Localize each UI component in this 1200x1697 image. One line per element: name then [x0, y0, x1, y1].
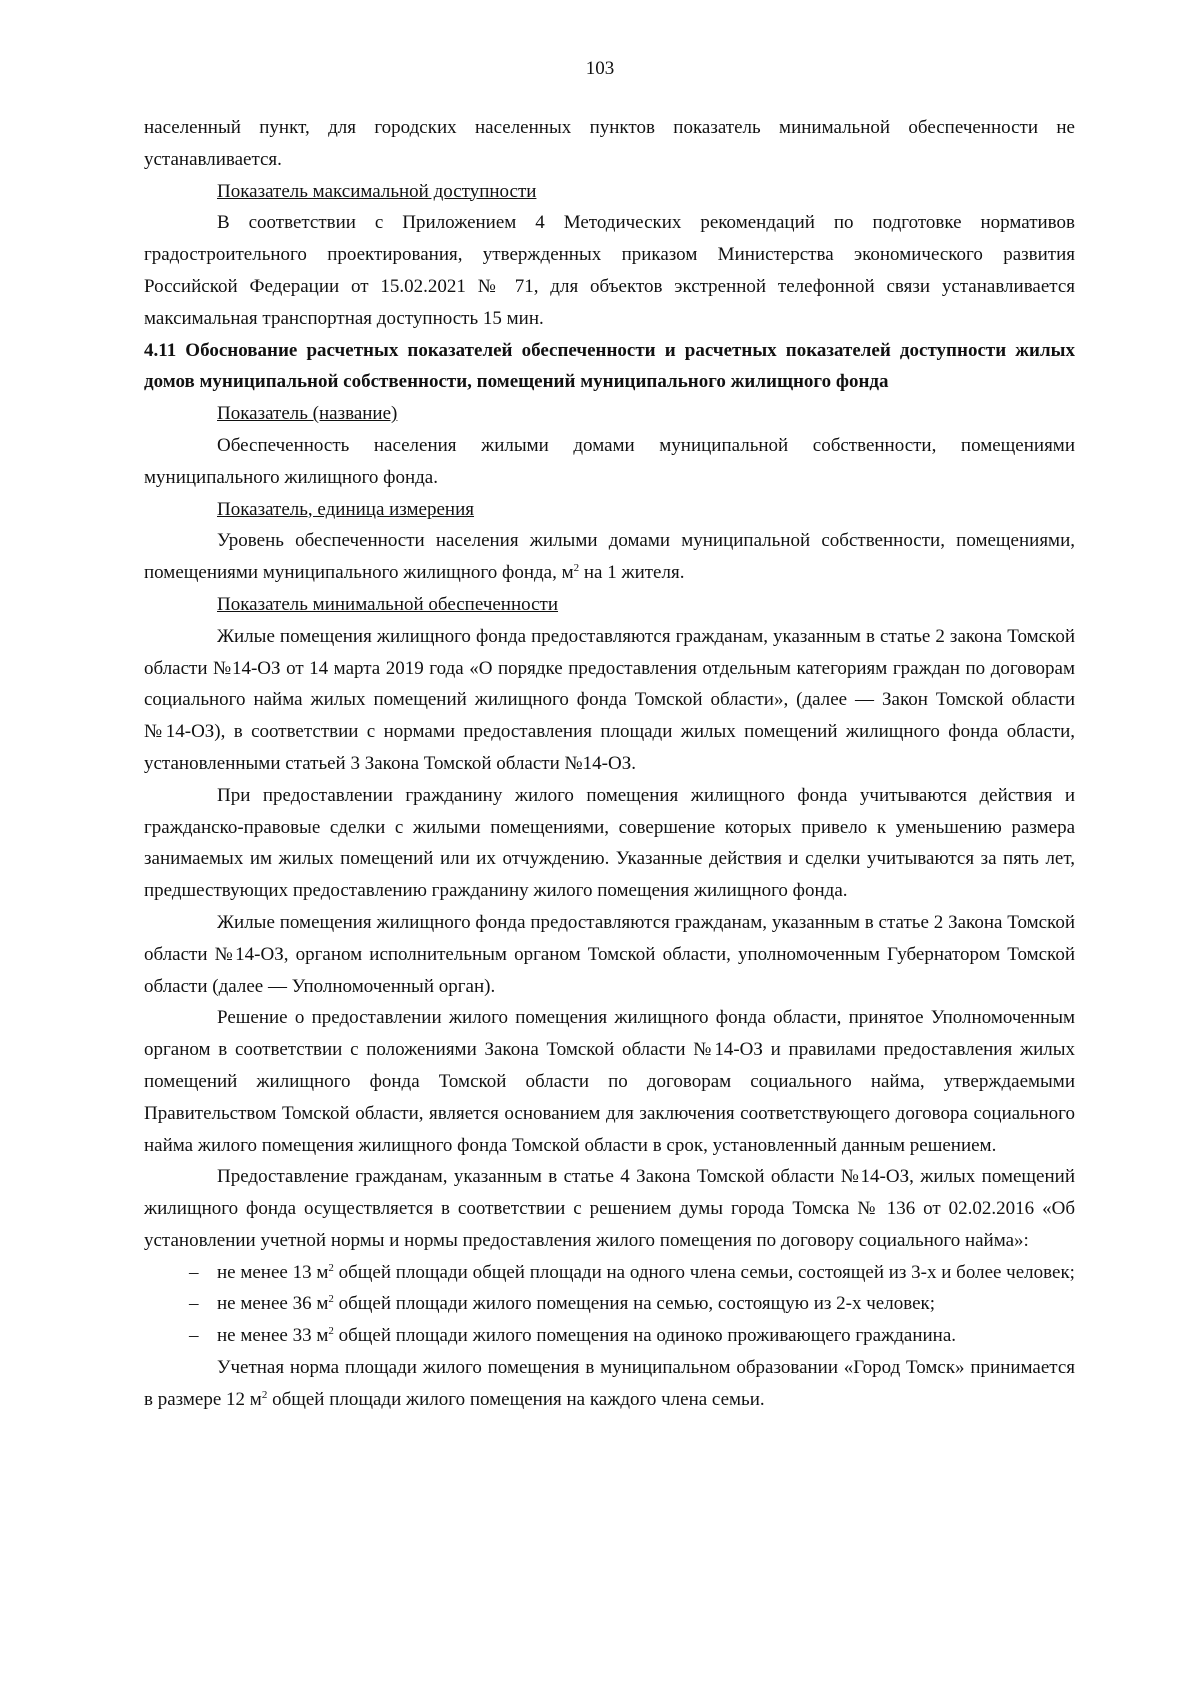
subheading-min-provision: Показатель минимальной обеспеченности [217, 593, 559, 615]
paragraph-continuation: населенный пункт, для городских населенных пунктов показатель минимальной обеспеченности не устанавливается. [144, 117, 1075, 170]
paragraph-authorized-body: Жилые помещения жилищного фонда предоставляются гражданам, указанным в статье 2 Закона Томской области №14-ОЗ, органом исполнительным органом Томской области, уполномоченным Губернатором Томской области (далее — Уполномоченный орган). [144, 911, 1075, 997]
paragraph-housing-provision: Жилые помещения жилищного фонда предоставляются гражданам, указанным в статье 2 закона Томской области №14-ОЗ от 14 марта 2019 года «О порядке предоставления отдельным категориям граждан по договорам социального найма жилых помещений жилищного фонда Томской области», (далее — Закон Томской области №14-ОЗ), в соответствии с нормами предоставления площади жилых помещений жилищного фонда области, установленными статьей 3 Закона Томской области №14-ОЗ. [144, 625, 1075, 774]
text: общей площади жилого помещения на семью, состоящую из 2-х человек; [333, 1293, 936, 1315]
document-body [144, 112, 1075, 1416]
paragraph-accounting-norm [144, 1352, 1075, 1416]
dash-bullet: – [189, 1325, 199, 1347]
paragraph-transactions: При предоставлении гражданину жилого помещения жилищного фонда учитываются действия и гражданско-правовые сделки с жилыми помещениями, совершение которых привело к уменьшению размера занимаемых им жилых помещений или их отчуждению. Указанные действия и сделки учитываются за пять лет, предшествующих предоставлению гражданину жилого помещения жилищного фонда. [144, 784, 1075, 902]
text: на 1 жителя. [579, 562, 685, 584]
superscript: 2 [328, 1325, 334, 1338]
list-item [144, 1257, 1075, 1289]
paragraph-city-norms: Предоставление гражданам, указанным в статье 4 Закона Томской области №14-ОЗ, жилых помещений жилищного фонда осуществляется в соответствии с решением думы города Томска № 136 от 02.02.2016 «Об установлении учетной нормы и нормы предоставления жилого помещения по договору социального найма»: [144, 1166, 1075, 1251]
text: не менее 33 м [217, 1325, 329, 1347]
list-item [144, 1320, 1075, 1352]
superscript: 2 [261, 1388, 268, 1401]
text: общей площади жилого помещения на каждого члена семьи. [267, 1388, 765, 1410]
paragraph-decision: Решение о предоставлении жилого помещения жилищного фонда области, принятое Уполномоченным органом в соответствии с положениями Закона Томской области №14-ОЗ и правилами предоставления жилых помещений жилищного фонда Томской области по договорам социального найма, утверждаемыми Правительством Томской области, является основанием для заключения соответствующего договора социального найма жилого помещения жилищного фонда Томской области в срок, установленный данным решением. [144, 1007, 1075, 1156]
paragraph-indicator-name: Обеспеченность населения жилыми домами муниципальной собственности, помещениями муниципального жилищного фонда. [144, 434, 1075, 488]
text: общей площади жилого помещения на одиноко проживающего гражданина. [333, 1325, 957, 1347]
text: не менее 13 м [217, 1261, 329, 1283]
superscript: 2 [573, 562, 580, 575]
paragraph-indicator-unit [144, 525, 1075, 589]
section-heading-4-11: 4.11 Обоснование расчетных показателей обеспеченности и расчетных показателей доступности жилых домов муниципальной собственности, помещений муниципального жилищного фонда [144, 339, 1075, 393]
paragraph-max-accessibility: В соответствии с Приложением 4 Методических рекомендаций по подготовке нормативов градостроительного проектирования, утвержденных приказом Министерства экономического развития Российской Федерации от 15.02.2021 № 71, для объектов экстренной телефонной связи устанавливается максимальная транспортная доступность 15 мин. [144, 212, 1075, 329]
superscript: 2 [328, 1261, 334, 1274]
dash-bullet: – [189, 1293, 199, 1315]
subheading-indicator-unit: Показатель, единица измерения [217, 498, 475, 520]
text: не менее 36 м [217, 1293, 329, 1315]
subheading-indicator-name: Показатель (название) [217, 403, 398, 425]
text: Учетная норма площади жилого помещения в муниципальном образовании «Город Томск» принимается в размере 12 м [144, 1357, 1075, 1410]
text: общей площади общей площади на одного члена семьи, состоящей из 3-х и более человек; [333, 1261, 1075, 1283]
superscript: 2 [328, 1293, 334, 1306]
dash-bullet: – [189, 1261, 199, 1283]
text: Уровень обеспеченности населения жилыми домами муниципальной собственности, помещениями, помещениями муниципального жилищного фонда, м [144, 530, 1075, 584]
subheading-max-accessibility: Показатель максимальной доступности [217, 180, 537, 202]
page-number: 103 [585, 58, 615, 79]
list-item [144, 1288, 1075, 1320]
